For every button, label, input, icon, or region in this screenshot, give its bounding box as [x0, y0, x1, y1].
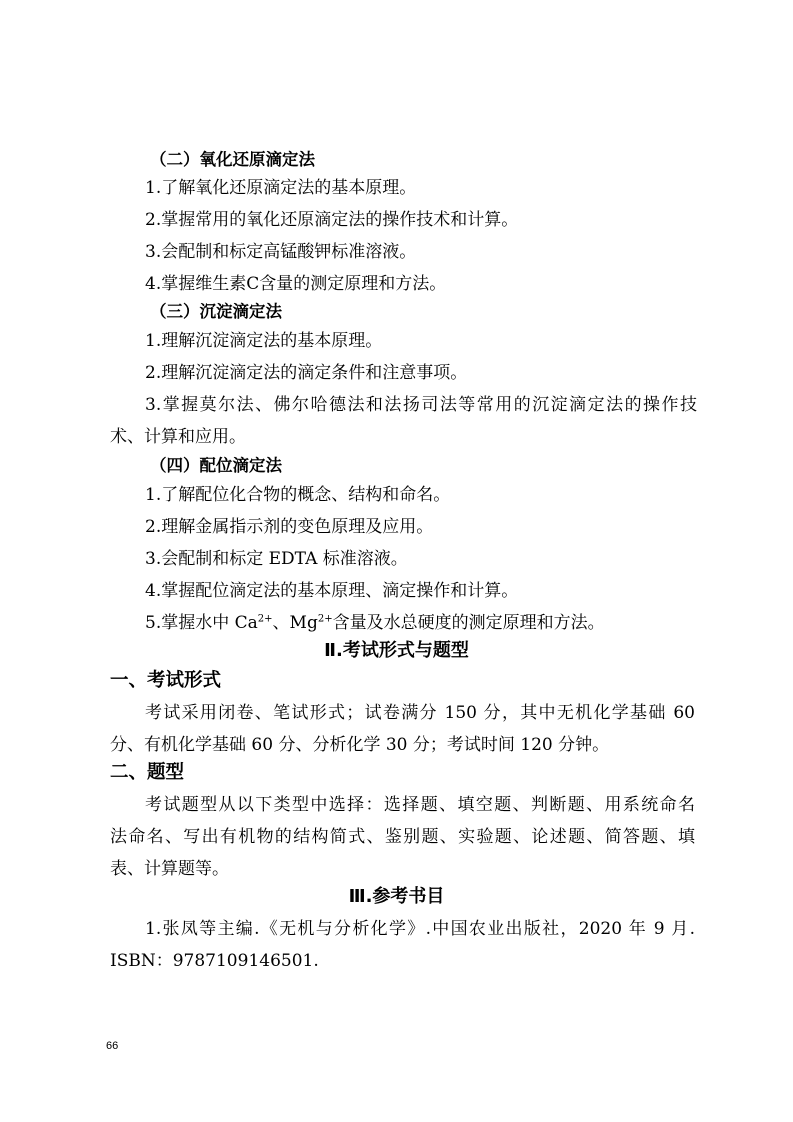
page-number: 66 [106, 1040, 119, 1052]
complex-item-5-middle: 、Mg [272, 613, 318, 633]
complex-item-5-prefix: 5.掌握水中 Ca [145, 613, 258, 633]
oxidation-item-2: 2.掌握常用的氧化还原滴定法的操作技术和计算。 [145, 210, 519, 230]
exam-form-line-1: 考试采用闭卷、笔试形式；试卷满分 150 分，其中无机化学基础 60 [145, 703, 695, 723]
question-type-heading: 二、题型 [110, 762, 185, 783]
complex-item-1: 1.了解配位化合物的概念、结构和命名。 [145, 485, 451, 505]
reference-line-2: ISBN：9787109146501. [110, 951, 319, 971]
precipitation-item-1: 1.理解沉淀滴定法的基本原理。 [145, 331, 383, 351]
calcium-charge: 2+ [257, 613, 273, 625]
question-type-line-2: 法命名、写出有机物的结构简式、鉴别题、实验题、论述题、简答题、填 [110, 827, 695, 847]
precipitation-item-2: 2.理解沉淀滴定法的滴定条件和注意事项。 [145, 363, 468, 383]
complex-item-5-suffix: 含量及水总硬度的测定原理和方法。 [332, 613, 605, 633]
oxidation-item-3: 3.会配制和标定高锰酸钾标准溶液。 [145, 242, 417, 262]
section-heading-complex: （四）配位滴定法 [150, 456, 282, 475]
complex-item-5 [145, 612, 605, 634]
complex-item-4: 4.掌握配位滴定法的基本原理、滴定操作和计算。 [145, 581, 519, 601]
precipitation-item-3: 3.掌握莫尔法、佛尔哈德法和法扬司法等常用的沉淀滴定法的操作技 [145, 395, 697, 415]
exam-form-line-2: 分、有机化学基础 60 分、分析化学 30 分；考试时间 120 分钟。 [110, 735, 610, 755]
magnesium-charge: 2+ [317, 613, 333, 625]
part-3-title: Ⅲ.参考书目 [348, 886, 445, 907]
part-2-title: Ⅱ.考试形式与题型 [324, 640, 469, 661]
question-type-line-1: 考试题型从以下类型中选择：选择题、填空题、判断题、用系统命名 [145, 795, 695, 815]
exam-form-heading: 一、考试形式 [110, 670, 222, 691]
precipitation-item-3-cont: 术、计算和应用。 [110, 427, 246, 447]
complex-item-2: 2.理解金属指示剂的变色原理及应用。 [145, 517, 434, 537]
reference-line-1: 1.张凤等主编.《无机与分析化学》.中国农业出版社，2020 年 9 月. [145, 919, 695, 939]
oxidation-item-1: 1.了解氧化还原滴定法的基本原理。 [145, 178, 417, 198]
question-type-line-3: 表、计算题等。 [110, 859, 229, 879]
section-heading-oxidation: （二）氧化还原滴定法 [150, 150, 315, 169]
section-heading-precipitation: （三）沉淀滴定法 [150, 302, 282, 321]
oxidation-item-4: 4.掌握维生素C含量的测定原理和方法。 [145, 274, 447, 294]
complex-item-3: 3.会配制和标定 EDTA 标准溶液。 [145, 549, 408, 569]
